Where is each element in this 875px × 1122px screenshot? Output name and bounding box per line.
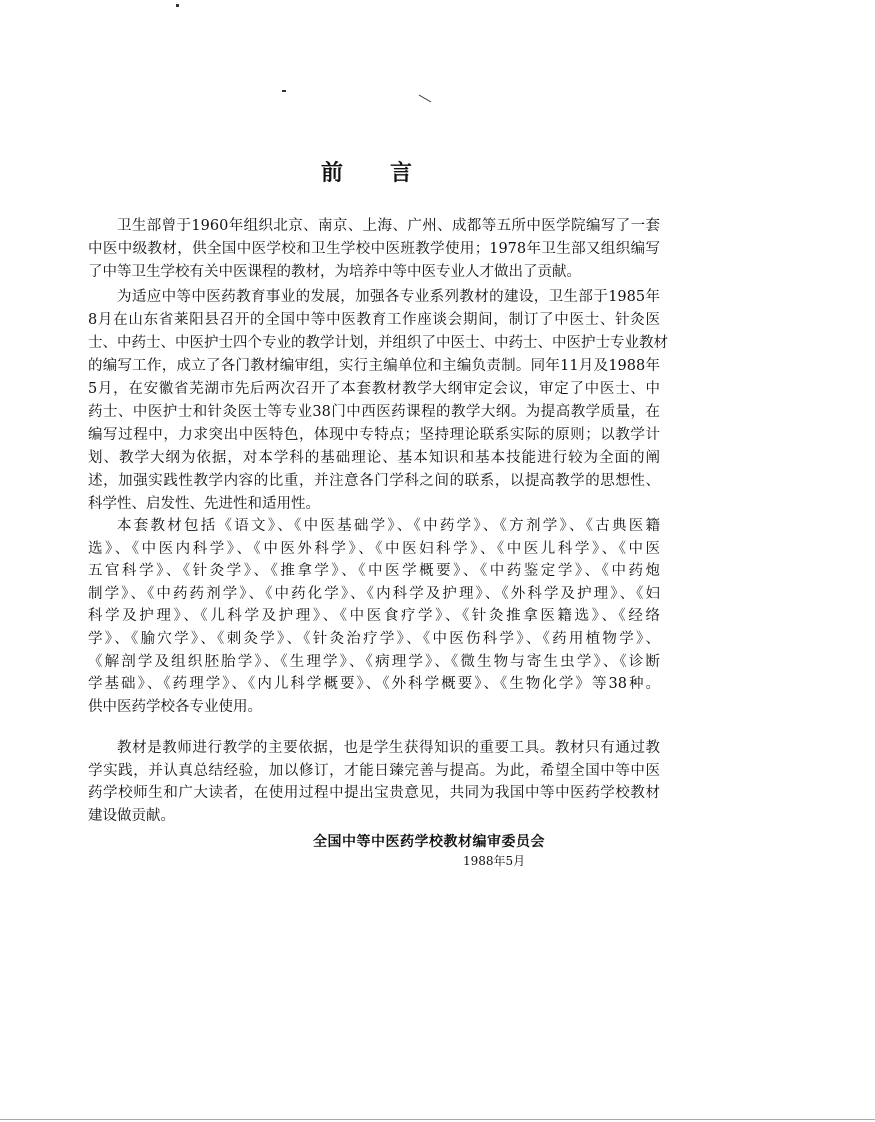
- paragraph-3-line: 学基础》、《药理学》、《内儿科学概要》、《外科学概要》、《生物化学》等38种。: [88, 676, 660, 693]
- paragraph-4-line: 建设做贡献。: [88, 808, 175, 825]
- scan-speck: [282, 90, 286, 92]
- signature: 全国中等中医药学校教材编审委员会: [313, 834, 545, 850]
- paragraph-2-line: 科学性、启发性、先进性和适用性。: [88, 496, 320, 512]
- paragraph-3-line: 供中医药学校各专业使用。: [88, 698, 262, 715]
- paragraph-3-line: 科学及护理》、《儿科学及护理》、《中医食疗学》、《针灸推拿医籍选》、《经络: [88, 608, 660, 625]
- scan-speck: [419, 95, 432, 103]
- paragraph-2-line: 5月，在安徽省芜湖市先后两次召开了本套教材教学大纲审定会议，审定了中医士、中: [88, 381, 660, 397]
- paragraph-1-line: 了中等卫生学校有关中医课程的教材，为培养中等中医专业人才做出了贡献。: [88, 264, 581, 280]
- paragraph-2-line: 药士、中医护士和针灸医士等专业38门中西医药课程的教学大纲。为提高教学质量，在: [88, 404, 660, 420]
- paragraph-2-line: 编写过程中，力求突出中医特色，体现中专特点；坚持理论联系实际的原则；以教学计: [88, 427, 660, 443]
- title-char-1: 前: [321, 160, 344, 186]
- paragraph-2-line: 为适应中等中医药教育事业的发展，加强各专业系列教材的建设，卫生部于1985年: [117, 289, 660, 305]
- paragraph-2-line: 8月在山东省莱阳县召开的全国中等中医教育工作座谈会期间，制订了中医士、针灸医: [88, 312, 660, 328]
- title-char-2: 言: [390, 160, 413, 186]
- paragraph-3-line: 制学》、《中药药剂学》、《中药化学》、《内科学及护理》、《外科学及护理》、《妇: [88, 585, 660, 602]
- paragraph-3-line: 五官科学》、《针灸学》、《推拿学》、《中医学概要》、《中药鉴定学》、《中药炮: [88, 563, 660, 580]
- scan-speck: [176, 4, 179, 7]
- paragraph-3-line: 《解剖学及组织胚胎学》、《生理学》、《病理学》、《微生物与寄生虫学》、《诊断: [88, 653, 660, 670]
- paragraph-4-line: 药学校师生和广大读者，在使用过程中提出宝贵意见，共同为我国中等中医药学校教材: [88, 785, 660, 802]
- paragraph-2-line: 士、中药士、中医护士四个专业的教学计划，并组织了中医士、中药士、中医护士专业教材: [88, 335, 668, 351]
- paragraph-3-line: 本套教材包括《语文》、《中医基础学》、《中药学》、《方剂学》、《古典医籍: [117, 518, 660, 534]
- paragraph-4-line: 教材是教师进行教学的主要依据，也是学生获得知识的重要工具。教材只有通过教: [117, 740, 660, 756]
- paragraph-2-line: 述，加强实践性教学内容的比重，并注意各门学科之间的联系，以提高教学的思想性、: [88, 473, 660, 489]
- paragraph-1-line: 中医中级教材，供全国中医学校和卫生学校中医班教学使用；1978年卫生部又组织编写: [88, 241, 660, 257]
- paragraph-4-line: 学实践，并认真总结经验，加以修订，才能日臻完善与提高。为此，希望全国中等中医: [88, 762, 660, 779]
- paragraph-3-line: 学》、《腧穴学》、《刺灸学》、《针灸治疗学》、《中医伤科学》、《药用植物学》、: [88, 631, 660, 647]
- paragraph-2-line: 划、教学大纲为依据，对本学科的基础理论、基本知识和基本技能进行较为全面的阐: [88, 450, 660, 466]
- paragraph-1-line: 卫生部曾于1960年组织北京、南京、上海、广州、成都等五所中医学院编写了一套: [117, 218, 660, 234]
- paragraph-3-line: 选》、《中医内科学》、《中医外科学》、《中医妇科学》、《中医儿科学》、《中医: [88, 540, 660, 557]
- date: 1988年5月: [463, 854, 526, 868]
- paragraph-2-line: 的编写工作，成立了各门教材编审组，实行主编单位和主编负责制。同年11月及1988年: [88, 358, 660, 374]
- page-edge: [0, 1119, 875, 1120]
